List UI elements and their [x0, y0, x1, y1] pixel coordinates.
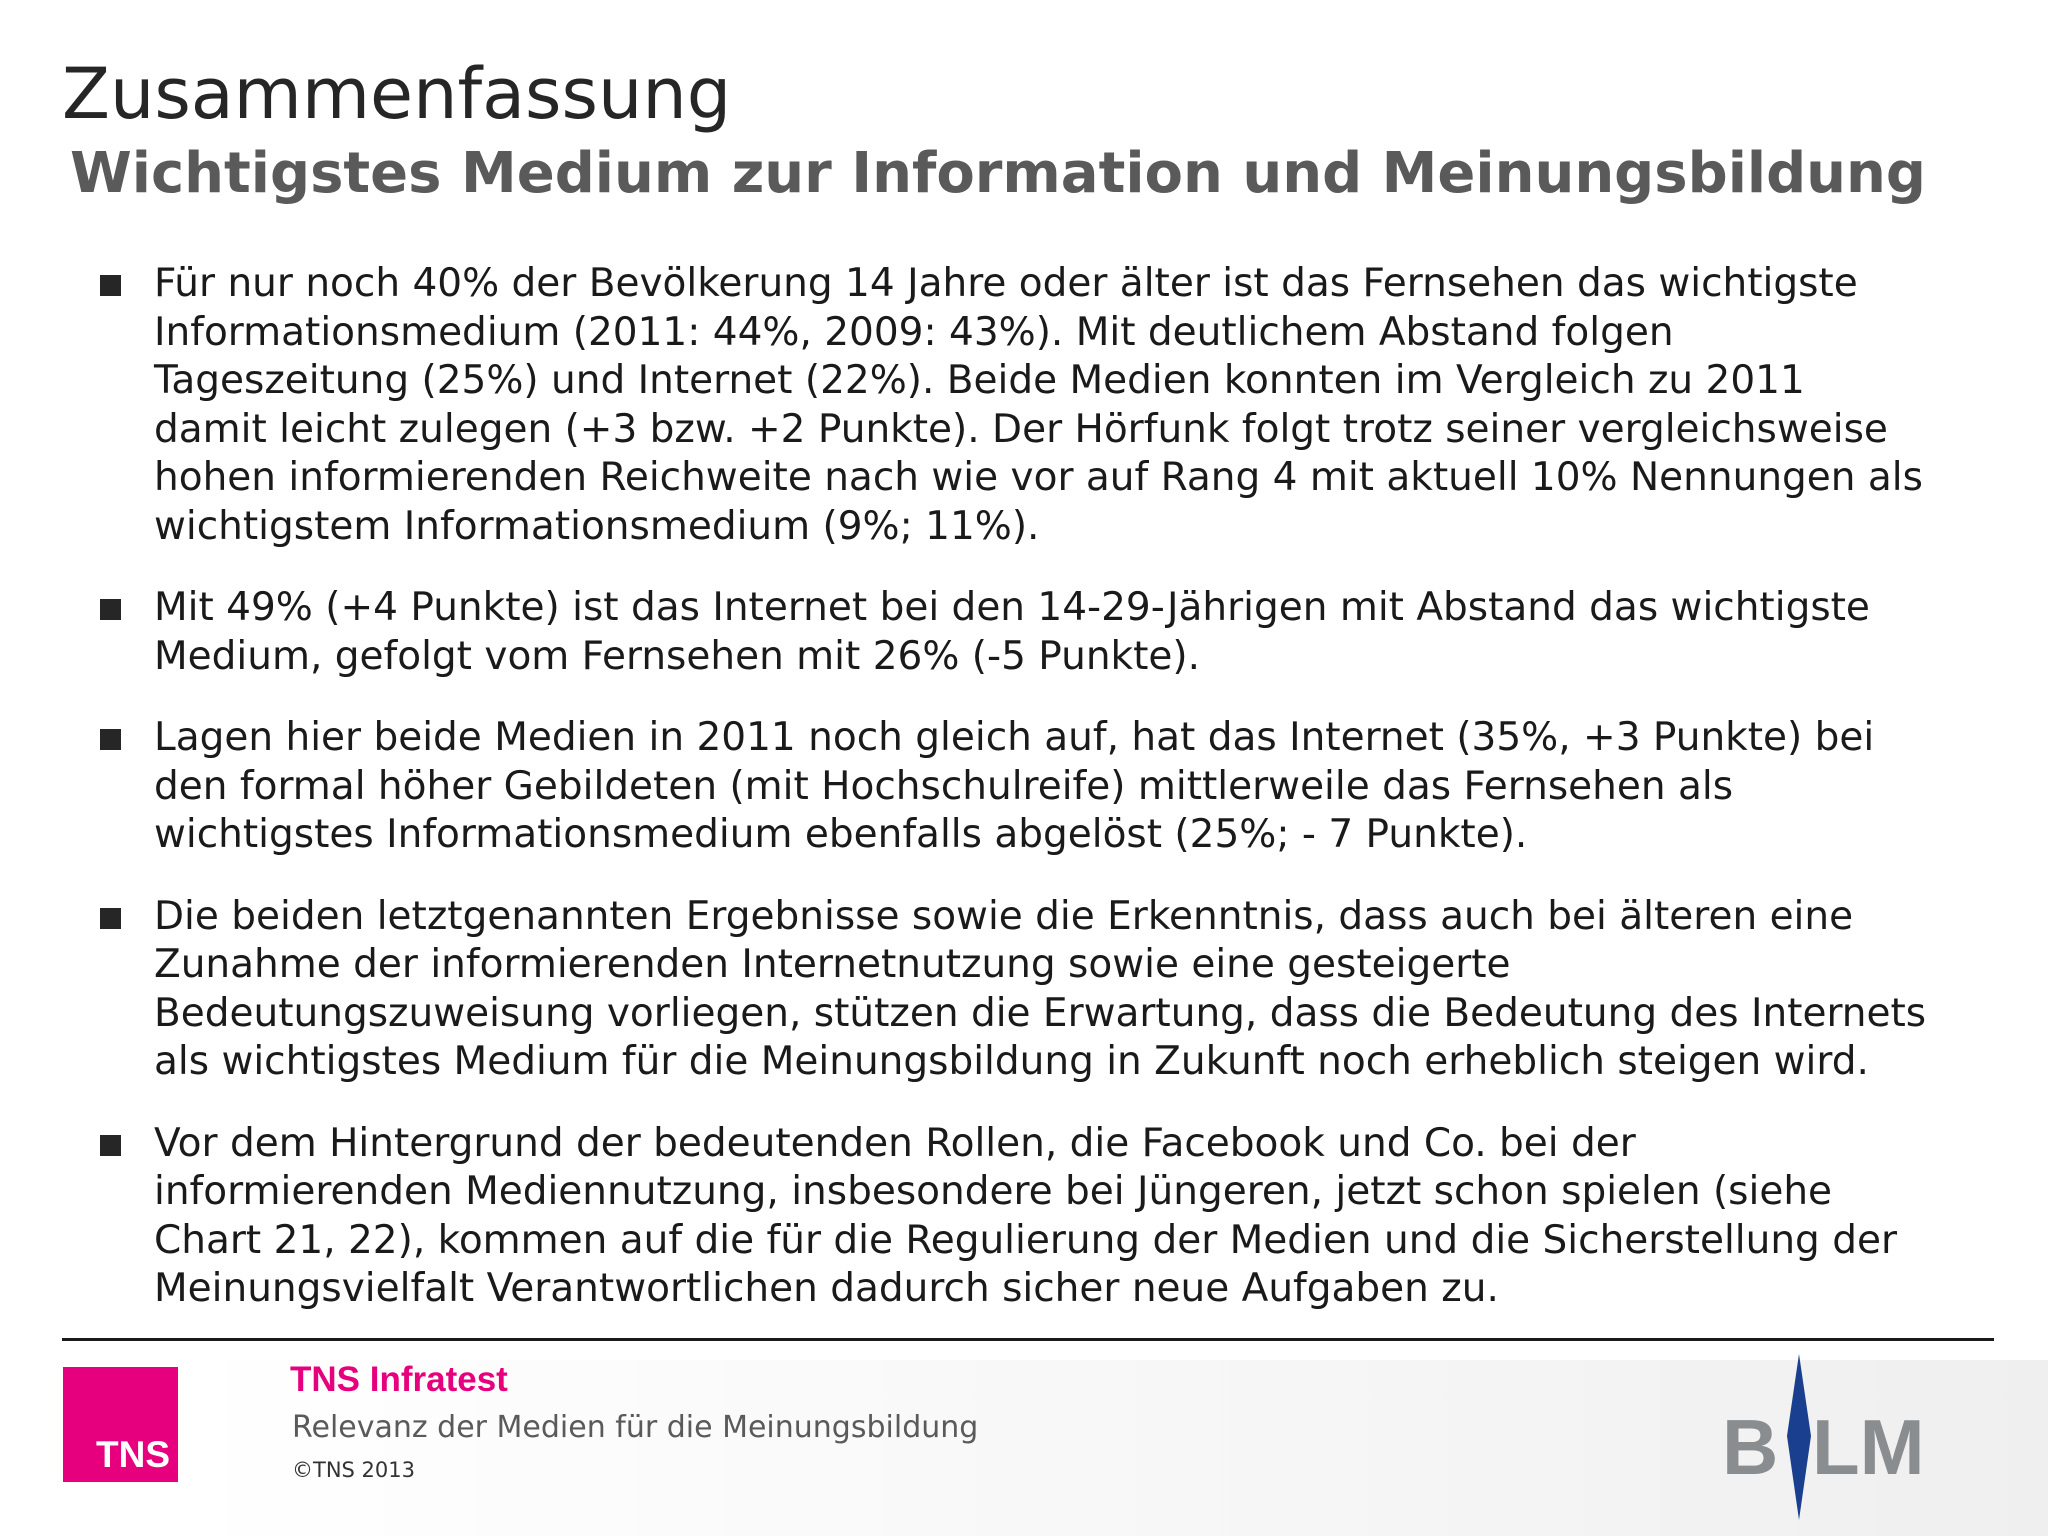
bullet-item	[100, 260, 2000, 551]
bullet-line: Für nur noch 40% der Bevölkerung 14 Jahre oder älter ist das Fernsehen das wichtigste	[154, 261, 1858, 306]
square-bullet-icon	[100, 729, 121, 750]
bullet-line: Die beiden letztgenannten Ergebnisse sowie die Erkenntnis, dass auch bei älteren eine	[154, 893, 1854, 939]
bullet-line: als wichtigstes Medium für die Meinungsbildung in Zukunft noch erheblich steigen wird.	[154, 1039, 1869, 1084]
bullet-line: Bedeutungszuweisung vorliegen, stützen die Erwartung, dass die Bedeutung des Internets	[154, 990, 1927, 1036]
page-title: Zusammenfassung	[62, 53, 732, 135]
copyright-notice: ©TNS 2013	[292, 1458, 415, 1482]
bullet-line: wichtigstes Informationsmedium ebenfalls abgelöst (25%; - 7 Punkte).	[154, 812, 1528, 857]
bullet-line: informierenden Mediennutzung, insbesondere bei Jüngeren, jetzt schon spielen (siehe	[154, 1169, 1833, 1214]
tns-logo-text: TNS	[96, 1434, 170, 1475]
page-subtitle: Wichtigstes Medium zur Information und Meinungsbildung	[70, 141, 1926, 206]
bullet-line: Zunahme der informierenden Internetnutzung sowie eine gesteigerte	[154, 942, 1511, 987]
bullet-item	[100, 893, 2000, 1087]
bullet-line: Meinungsvielfalt Verantwortlichen dadurch sicher neue Aufgaben zu.	[154, 1266, 1499, 1311]
bullet-line: Vor dem Hintergrund der bedeutenden Rollen, die Facebook und Co. bei der	[154, 1120, 1636, 1166]
square-bullet-icon	[100, 599, 121, 620]
footer-divider	[62, 1338, 1994, 1341]
bullet-line: Medium, gefolgt vom Fernsehen mit 26% (-5 Punkte).	[154, 633, 1201, 679]
bullet-line: wichtigstem Informationsmedium (9%; 11%).	[154, 503, 1040, 549]
blm-logo-b: B	[1722, 1403, 1779, 1491]
bullet-line: Informationsmedium (2011: 44%, 2009: 43%). Mit deutlichem Abstand folgen	[154, 309, 1674, 355]
bullet-item	[100, 714, 2000, 860]
square-bullet-icon	[100, 908, 121, 929]
bullet-item	[100, 1120, 2000, 1314]
bullet-line: Mit 49% (+4 Punkte) ist das Internet bei den 14-29-Jährigen mit Abstand das wichtigste	[154, 585, 1870, 630]
report-title: Relevanz der Medien für die Meinungsbildung	[292, 1410, 979, 1445]
bullet-line: Lagen hier beide Medien in 2011 noch gleich auf, hat das Internet (35%, +3 Punkte) bei	[154, 715, 1875, 760]
bullet-line: den formal höher Gebildeten (mit Hochschulreife) mittlerweile das Fernsehen als	[154, 763, 1734, 809]
blm-logo	[1720, 1352, 1925, 1522]
square-bullet-icon	[100, 1135, 121, 1156]
square-bullet-icon	[100, 275, 121, 296]
bullet-line: Chart 21, 22), kommen auf die für die Regulierung der Medien und die Sicherstellung der	[154, 1217, 1897, 1263]
bullet-line: Tageszeitung (25%) und Internet (22%). Beide Medien konnten im Vergleich zu 2011	[154, 358, 1805, 403]
tns-logo	[63, 1367, 178, 1482]
bullet-item	[100, 584, 2000, 681]
blm-needle-icon	[1787, 1354, 1811, 1520]
bullet-line: hohen informierenden Reichweite nach wie vor auf Rang 4 mit aktuell 10% Nennungen als	[154, 455, 1923, 500]
bullet-line: damit leicht zulegen (+3 bzw. +2 Punkte). Der Hörfunk folgt trotz seiner vergleichsweise	[154, 406, 1888, 452]
blm-logo-lm: LM	[1812, 1403, 1925, 1491]
summary-bullet-list	[100, 260, 2000, 1314]
brand-name: TNS Infratest	[290, 1360, 508, 1399]
